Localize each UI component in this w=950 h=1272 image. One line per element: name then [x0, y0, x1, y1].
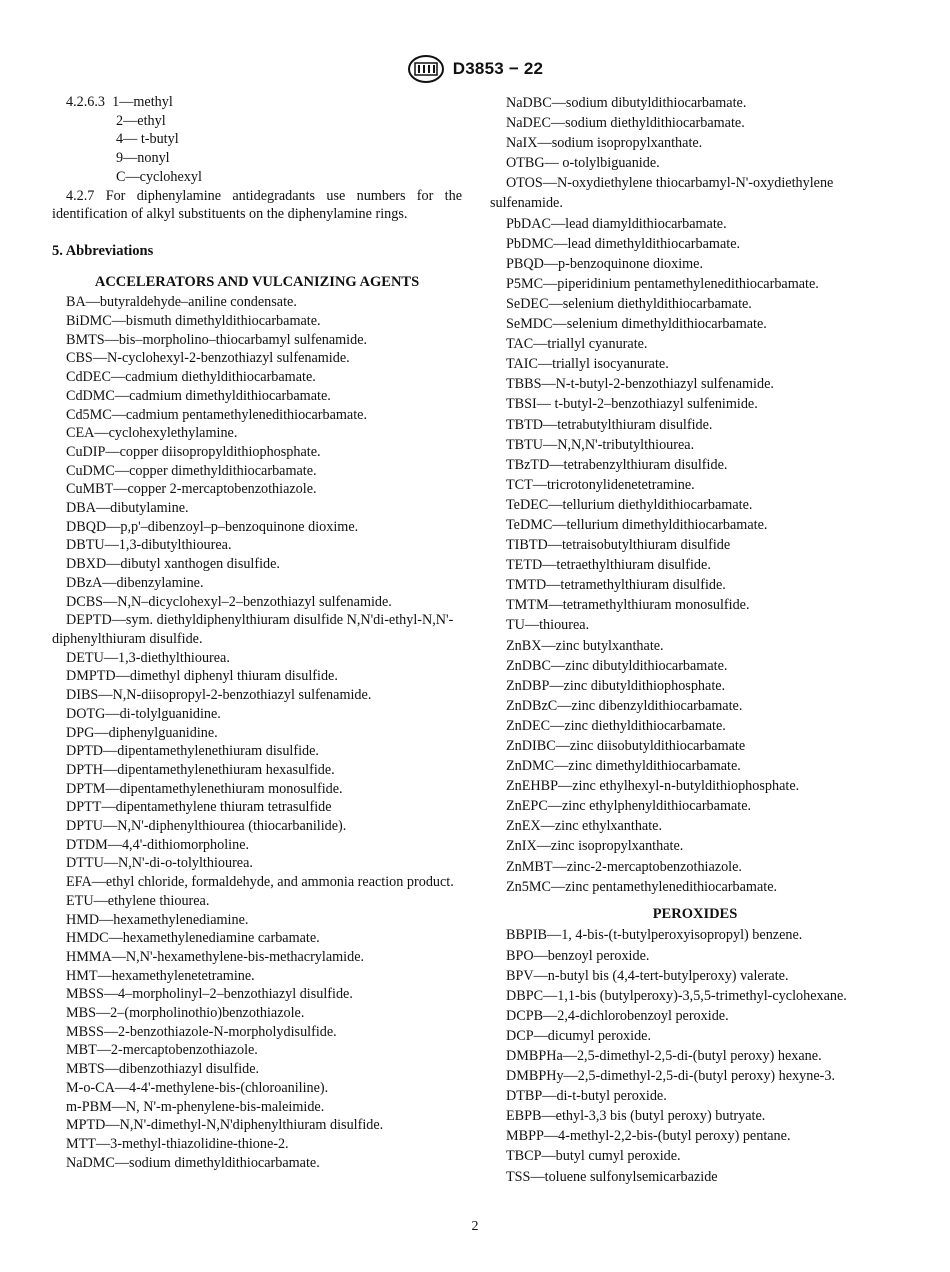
abbreviation-entry: OTOS—N-oxydiethylene thiocarbamyl-N'-oxydiethylene sulfenamide.: [490, 175, 834, 212]
alkyl-code-item: 4— t-butyl: [116, 131, 179, 148]
abbreviation-entry: CdDMC—cadmium dimethyldithiocarbamate.: [66, 387, 331, 404]
abbreviation-entry: TSS—toluene sulfonylsemicarbazide: [506, 1168, 718, 1185]
abbreviation-entry: TeDEC—tellurium diethyldithiocarbamate.: [506, 496, 753, 513]
right-column: [490, 93, 900, 1187]
accelerators-heading: ACCELERATORS AND VULCANIZING AGENTS: [94, 273, 420, 290]
abbreviation-entry: NaIX—sodium isopropylxanthate.: [506, 135, 703, 152]
abbreviation-entry: DBA—dibutylamine.: [66, 500, 189, 517]
abbreviation-entry: PBQD—p-benzoquinone dioxime.: [506, 255, 704, 272]
abbreviation-entry: DMBPHy—2,5-dimethyl-2,5-di-(butyl peroxy) hexyne-3.: [506, 1068, 836, 1085]
abbreviation-entry: DPTT—dipentamethylene thiuram tetrasulfide: [66, 799, 332, 816]
abbreviation-entry: TBBS—N-t-butyl-2-benzothiazyl sulfenamide.: [506, 376, 774, 393]
abbreviation-entry: TBTD—tetrabutylthiuram disulfide.: [506, 416, 713, 433]
abbreviation-entry: DBPC—1,1-bis (butylperoxy)-3,5,5-trimethyl-cyclohexane.: [506, 987, 847, 1004]
abbreviation-entry: ZnDMC—zinc dimethyldithiocarbamate.: [506, 758, 741, 775]
abbreviation-entry: SeDEC—selenium diethyldithiocarbamate.: [506, 295, 752, 312]
abbreviation-entry: DPTH—dipentamethylenethiuram hexasulfide.: [66, 761, 335, 778]
abbreviation-entry: BPO—benzoyl peroxide.: [506, 947, 650, 964]
abbreviation-entry: DBTU—1,3-dibutylthiourea.: [66, 537, 232, 554]
abbreviation-entry: HMDC—hexamethylenediamine carbamate.: [66, 930, 320, 947]
left-entry-list: [52, 293, 462, 1172]
alkyl-code-item: 1—methyl: [112, 94, 173, 110]
astm-logo-icon: [407, 54, 445, 84]
abbreviation-entry: Zn5MC—zinc pentamethylenedithiocarbamate.: [506, 878, 778, 895]
abbreviation-entry: PbDAC—lead diamyldithiocarbamate.: [506, 215, 727, 232]
abbreviation-entry: DCPB—2,4-dichlorobenzoyl peroxide.: [506, 1007, 729, 1024]
abbreviation-entry: HMT—hexamethylenetetramine.: [66, 967, 255, 984]
abbreviation-entry: ZnEX—zinc ethylxanthate.: [506, 818, 663, 835]
abbreviation-entry: DOTG—di-tolylguanidine.: [66, 705, 221, 722]
abbreviation-entry: NaDMC—sodium dimethyldithiocarbamate.: [66, 1154, 320, 1171]
abbreviation-entry: ZnDBC—zinc dibutyldithiocarbamate.: [506, 657, 728, 674]
abbreviation-entry: TCT—tricrotonylidenetetramine.: [506, 476, 695, 493]
abbreviation-entry: ZnMBT—zinc-2-mercaptobenzothiazole.: [506, 858, 742, 875]
abbreviation-entry: EFA—ethyl chloride, formaldehyde, and ammonia reaction product.: [66, 874, 454, 891]
abbreviation-entry: DPTU—N,N'-diphenylthiourea (thiocarbanilide).: [66, 818, 347, 835]
clause-number: 4.2.6.3: [66, 94, 106, 110]
abbreviation-entry: MPTD—N,N'-dimethyl-N,N'diphenylthiuram disulfide.: [66, 1117, 384, 1134]
abbreviation-entry: MBT—2-mercaptobenzothiazole.: [66, 1042, 258, 1059]
abbreviation-entry: BPV—n-butyl bis (4,4-tert-butylperoxy) valerate.: [506, 967, 789, 984]
alkyl-code-item: C—cyclohexyl: [116, 168, 202, 185]
abbreviation-entry: BBPIB—1, 4-bis-(t-butylperoxyisopropyl) benzene.: [506, 927, 803, 944]
abbreviation-entry: MTT—3-methyl-thiazolidine-thione-2.: [66, 1135, 289, 1152]
abbreviation-entry: OTBG— o-tolylbiguanide.: [506, 155, 660, 172]
abbreviation-entry: DMPTD—dimethyl diphenyl thiuram disulfide.: [66, 668, 338, 685]
abbreviation-entry: CBS—N-cyclohexyl-2-benzothiazyl sulfenamide.: [66, 350, 350, 367]
peroxides-heading: PEROXIDES: [652, 905, 738, 922]
abbreviation-entry: DBXD—dibutyl xanthogen disulfide.: [66, 556, 280, 573]
abbreviation-entry: CdDEC—cadmium diethyldithiocarbamate.: [66, 369, 316, 386]
abbreviation-entry: DPG—diphenylguanidine.: [66, 724, 218, 741]
abbreviation-entry: ZnEHBP—zinc ethylhexyl-n-butyldithiophosphate.: [506, 778, 800, 795]
abbreviation-entry: BA—butyraldehyde–aniline condensate.: [66, 294, 297, 311]
abbreviation-entry: TBSI— t-butyl-2–benzothiazyl sulfenimide.: [506, 396, 758, 413]
abbreviation-entry: ZnDBP—zinc dibutyldithiophosphate.: [506, 677, 726, 694]
standard-designation: D3853 − 22: [452, 59, 544, 78]
abbreviation-entry: DMBPHa—2,5-dimethyl-2,5-di-(butyl peroxy) hexane.: [506, 1048, 822, 1065]
clause-4-2-6-3-first: [52, 93, 462, 112]
abbreviation-entry: ZnDIBC—zinc diisobutyldithiocarbamate: [506, 738, 746, 754]
abbreviation-entry: DBQD—p,p'–dibenzoyl–p–benzoquinone dioxime.: [66, 518, 359, 535]
abbreviation-entry: MBSS—2-benzothiazole-N-morpholydisulfide.: [66, 1023, 337, 1040]
abbreviation-entry: MBTS—dibenzothiazyl disulfide.: [66, 1061, 260, 1078]
abbreviation-entry: DPTM—dipentamethylenethiuram monosulfide.: [66, 780, 343, 797]
abbreviation-entry: ZnEPC—zinc ethylphenyldithiocarbamate.: [506, 798, 752, 815]
section-title: 5. Abbreviations: [52, 242, 154, 259]
peroxide-entry-list: [490, 925, 900, 1186]
abbreviation-entry: TBCP—butyl cumyl peroxide.: [506, 1148, 681, 1165]
abbreviation-entry: HMD—hexamethylenediamine.: [66, 911, 249, 928]
abbreviation-entry: NaDEC—sodium diethyldithiocarbamate.: [506, 115, 745, 132]
abbreviation-entry: DETU—1,3-diethylthiourea.: [66, 649, 230, 666]
abbreviation-entry: TETD—tetraethylthiuram disulfide.: [506, 557, 711, 574]
abbreviation-entry: MBSS—4–morpholinyl–2–benzothiazyl disulfide.: [66, 986, 353, 1003]
abbreviation-entry: ZnDEC—zinc diethyldithiocarbamate.: [506, 717, 726, 734]
abbreviation-entry: CuDIP—copper diisopropyldithiophosphate.: [66, 443, 321, 460]
abbreviation-entry: MBS—2–(morpholinothio)benzothiazole.: [66, 1005, 305, 1022]
abbreviation-entry: ZnBX—zinc butylxanthate.: [506, 637, 664, 654]
abbreviation-entry: TAC—triallyl cyanurate.: [506, 336, 648, 353]
left-column: [52, 93, 462, 1172]
abbreviation-entry: MBPP—4-methyl-2,2-bis-(butyl peroxy) pentane.: [506, 1128, 791, 1145]
abbreviation-entry: BiDMC—bismuth dimethyldithiocarbamate.: [66, 313, 321, 330]
abbreviation-entry: DTDM—4,4'-dithiomorpholine.: [66, 836, 250, 853]
abbreviation-entry: Cd5MC—cadmium pentamethylenedithiocarbamate.: [66, 406, 368, 423]
clause-4-2-7: 4.2.7 For diphenylamine antidegradants use numbers for the identification of alkyl substituents on the diphenylamine rings.: [52, 187, 462, 223]
abbreviation-entry: SeMDC—selenium dimethyldithiocarbamate.: [506, 316, 767, 333]
abbreviation-entry: DTTU—N,N'-di-o-tolylthiourea.: [66, 855, 253, 872]
abbreviation-entry: ZnIX—zinc isopropylxanthate.: [506, 838, 684, 855]
abbreviation-entry: PbDMC—lead dimethyldithiocarbamate.: [506, 235, 741, 252]
abbreviation-entry: TIBTD—tetraisobutylthiuram disulfide: [506, 537, 731, 554]
abbreviation-entry: TBzTD—tetrabenzylthiuram disulfide.: [506, 456, 728, 473]
abbreviation-entry: TMTM—tetramethylthiuram monosulfide.: [506, 597, 750, 614]
abbreviation-entry: TAIC—triallyl isocyanurate.: [506, 356, 669, 373]
abbreviation-entry: HMMA—N,N'-hexamethylene-bis-methacrylamide.: [66, 948, 365, 965]
abbreviation-entry: CEA—cyclohexylethylamine.: [66, 425, 238, 442]
abbreviation-entry: NaDBC—sodium dibutyldithiocarbamate.: [506, 95, 747, 111]
abbreviation-entry: BMTS—bis–morpholino–thiocarbamyl sulfenamide.: [66, 331, 368, 348]
alkyl-code-item: 2—ethyl: [116, 112, 166, 129]
abbreviation-entry: DCP—dicumyl peroxide.: [506, 1027, 652, 1044]
abbreviation-entry: CuDMC—copper dimethyldithiocarbamate.: [66, 462, 317, 479]
abbreviation-entry: DIBS—N,N-diisopropyl-2-benzothiazyl sulfenamide.: [66, 687, 372, 704]
right-entry-list: [490, 93, 900, 897]
page-header: [0, 52, 950, 86]
abbreviation-entry: CuMBT—copper 2-mercaptobenzothiazole.: [66, 481, 317, 498]
page-number: 2: [471, 1219, 479, 1234]
abbreviation-entry: DCBS—N,N–dicyclohexyl–2–benzothiazyl sulfenamide.: [66, 593, 392, 610]
abbreviation-entry: EBPB—ethyl-3,3 bis (butyl peroxy) butryate.: [506, 1108, 766, 1125]
abbreviation-entry: DPTD—dipentamethylenethiuram disulfide.: [66, 743, 319, 760]
abbreviation-entry: ETU—ethylene thiourea.: [66, 892, 210, 909]
abbreviation-entry: M-o-CA—4-4'-methylene-bis-(chloroaniline).: [66, 1079, 329, 1096]
abbreviation-entry: TBTU—N,N,N'-tributylthiourea.: [506, 436, 695, 453]
abbreviation-entry: TeDMC—tellurium dimethyldithiocarbamate.: [506, 516, 768, 533]
abbreviation-entry: DBzA—dibenzylamine.: [66, 574, 204, 591]
abbreviation-entry: DEPTD—sym. diethyldiphenylthiuram disulfide N,N'di-ethyl-N,N'-diphenylthiuram disulfide.: [52, 612, 454, 647]
abbreviation-entry: DTBP—di-t-butyl peroxide.: [506, 1088, 667, 1105]
abbreviation-entry: m-PBM—N, N'-m-phenylene-bis-maleimide.: [66, 1098, 325, 1115]
abbreviation-entry: TMTD—tetramethylthiuram disulfide.: [506, 577, 726, 594]
alkyl-code-item: 9—nonyl: [116, 150, 170, 167]
abbreviation-entry: ZnDBzC—zinc dibenzyldithiocarbamate.: [506, 697, 743, 714]
abbreviation-entry: P5MC—piperidinium pentamethylenedithiocarbamate.: [506, 275, 819, 292]
abbreviation-entry: TU—thiourea.: [506, 617, 590, 634]
